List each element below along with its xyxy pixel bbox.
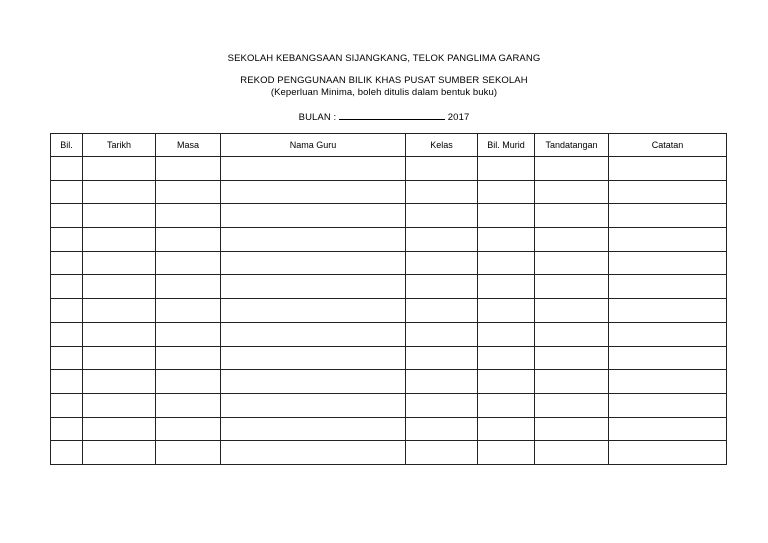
table-cell xyxy=(478,180,535,204)
table-cell xyxy=(478,370,535,394)
table-cell xyxy=(156,393,221,417)
table-row xyxy=(51,180,727,204)
table-cell xyxy=(156,180,221,204)
table-cell xyxy=(406,370,478,394)
table-cell xyxy=(406,251,478,275)
table-cell xyxy=(609,322,727,346)
table-row xyxy=(51,417,727,441)
table-cell xyxy=(51,180,83,204)
table-cell xyxy=(51,346,83,370)
table-cell xyxy=(478,393,535,417)
table-cell xyxy=(156,441,221,465)
record-title: REKOD PENGGUNAAN BILIK KHAS PUSAT SUMBER SEKOLAH xyxy=(240,75,528,86)
column-header-tandatangan: Tandatangan xyxy=(535,134,609,157)
table-cell xyxy=(478,251,535,275)
table-cell xyxy=(406,275,478,299)
table-cell xyxy=(609,393,727,417)
table-cell xyxy=(609,157,727,181)
table-cell xyxy=(51,393,83,417)
table-cell xyxy=(83,157,156,181)
table-cell xyxy=(478,275,535,299)
table-cell xyxy=(221,157,406,181)
table-cell xyxy=(156,322,221,346)
table-row xyxy=(51,228,727,252)
table-row xyxy=(51,299,727,323)
table-cell xyxy=(478,228,535,252)
table-cell xyxy=(535,393,609,417)
month-blank xyxy=(339,110,445,120)
table-row xyxy=(51,157,727,181)
table-cell xyxy=(83,417,156,441)
table-cell xyxy=(609,228,727,252)
table-cell xyxy=(156,157,221,181)
table-cell xyxy=(221,417,406,441)
table-cell xyxy=(83,251,156,275)
table-cell xyxy=(51,204,83,228)
column-header-kelas: Kelas xyxy=(406,134,478,157)
table-cell xyxy=(156,251,221,275)
table-row xyxy=(51,275,727,299)
table-cell xyxy=(51,275,83,299)
table-cell xyxy=(221,393,406,417)
month-line xyxy=(0,110,768,124)
table-cell xyxy=(221,228,406,252)
table-cell xyxy=(535,228,609,252)
column-header-bil: Bil. xyxy=(51,134,83,157)
table-cell xyxy=(609,180,727,204)
table-cell xyxy=(535,157,609,181)
table-cell xyxy=(535,322,609,346)
table-cell xyxy=(609,417,727,441)
table-cell xyxy=(51,157,83,181)
year-label: 2017 xyxy=(447,112,470,123)
month-label: BULAN : xyxy=(298,112,337,123)
table-cell xyxy=(83,228,156,252)
table-cell xyxy=(478,346,535,370)
table-cell xyxy=(535,346,609,370)
table-cell xyxy=(535,441,609,465)
table-cell xyxy=(156,299,221,323)
column-header-nama-guru: Nama Guru xyxy=(221,134,406,157)
table-cell xyxy=(221,275,406,299)
table-cell xyxy=(478,204,535,228)
table-cell xyxy=(535,417,609,441)
table-cell xyxy=(83,346,156,370)
table-cell xyxy=(83,299,156,323)
column-header-bil-murid: Bil. Murid xyxy=(478,134,535,157)
table-cell xyxy=(156,370,221,394)
table-cell xyxy=(609,275,727,299)
table-cell xyxy=(83,393,156,417)
table-cell xyxy=(83,441,156,465)
table-body xyxy=(51,157,727,465)
table-cell xyxy=(535,370,609,394)
column-header-tarikh: Tarikh xyxy=(83,134,156,157)
table-cell xyxy=(609,370,727,394)
table-cell xyxy=(156,204,221,228)
table-cell xyxy=(478,441,535,465)
table-row xyxy=(51,441,727,465)
table-cell xyxy=(221,322,406,346)
table-cell xyxy=(535,204,609,228)
table-cell xyxy=(156,228,221,252)
table-cell xyxy=(609,251,727,275)
table-cell xyxy=(406,346,478,370)
table-cell xyxy=(406,393,478,417)
table-row xyxy=(51,370,727,394)
table-cell xyxy=(51,417,83,441)
table-cell xyxy=(83,322,156,346)
table-cell xyxy=(478,299,535,323)
table-cell xyxy=(406,441,478,465)
table-cell xyxy=(478,322,535,346)
table-cell xyxy=(156,346,221,370)
table-cell xyxy=(406,299,478,323)
table-cell xyxy=(478,417,535,441)
table-cell xyxy=(51,370,83,394)
table-cell xyxy=(406,157,478,181)
table-cell xyxy=(609,441,727,465)
table-row xyxy=(51,204,727,228)
table-cell xyxy=(406,204,478,228)
table-cell xyxy=(156,417,221,441)
table-cell xyxy=(221,441,406,465)
table-cell xyxy=(406,180,478,204)
table-cell xyxy=(535,251,609,275)
table-cell xyxy=(406,417,478,441)
table-cell xyxy=(51,322,83,346)
table-cell xyxy=(221,299,406,323)
table-cell xyxy=(83,275,156,299)
table-cell xyxy=(609,346,727,370)
record-subtitle: (Keperluan Minima, boleh ditulis dalam bentuk buku) xyxy=(270,87,498,98)
table-cell xyxy=(406,228,478,252)
table-cell xyxy=(609,204,727,228)
header-row xyxy=(51,134,727,157)
school-name: SEKOLAH KEBANGSAAN SIJANGKANG, TELOK PANGLIMA GARANG xyxy=(227,53,541,64)
table-cell xyxy=(51,228,83,252)
column-header-catatan: Catatan xyxy=(609,134,727,157)
table-cell xyxy=(406,322,478,346)
table-cell xyxy=(83,180,156,204)
table-cell xyxy=(535,180,609,204)
table-cell xyxy=(156,275,221,299)
table-row xyxy=(51,346,727,370)
table-cell xyxy=(51,441,83,465)
table-cell xyxy=(221,180,406,204)
table-cell xyxy=(221,370,406,394)
table-cell xyxy=(478,157,535,181)
table-cell xyxy=(221,204,406,228)
table-row xyxy=(51,322,727,346)
table-cell xyxy=(535,275,609,299)
table-cell xyxy=(83,204,156,228)
table-cell xyxy=(221,251,406,275)
table-cell xyxy=(609,299,727,323)
usage-log-table xyxy=(50,133,727,465)
table-cell xyxy=(83,370,156,394)
table-cell xyxy=(221,346,406,370)
table-row xyxy=(51,393,727,417)
table-row xyxy=(51,251,727,275)
table-cell xyxy=(51,299,83,323)
table-cell xyxy=(535,299,609,323)
column-header-masa: Masa xyxy=(156,134,221,157)
table-cell xyxy=(51,251,83,275)
